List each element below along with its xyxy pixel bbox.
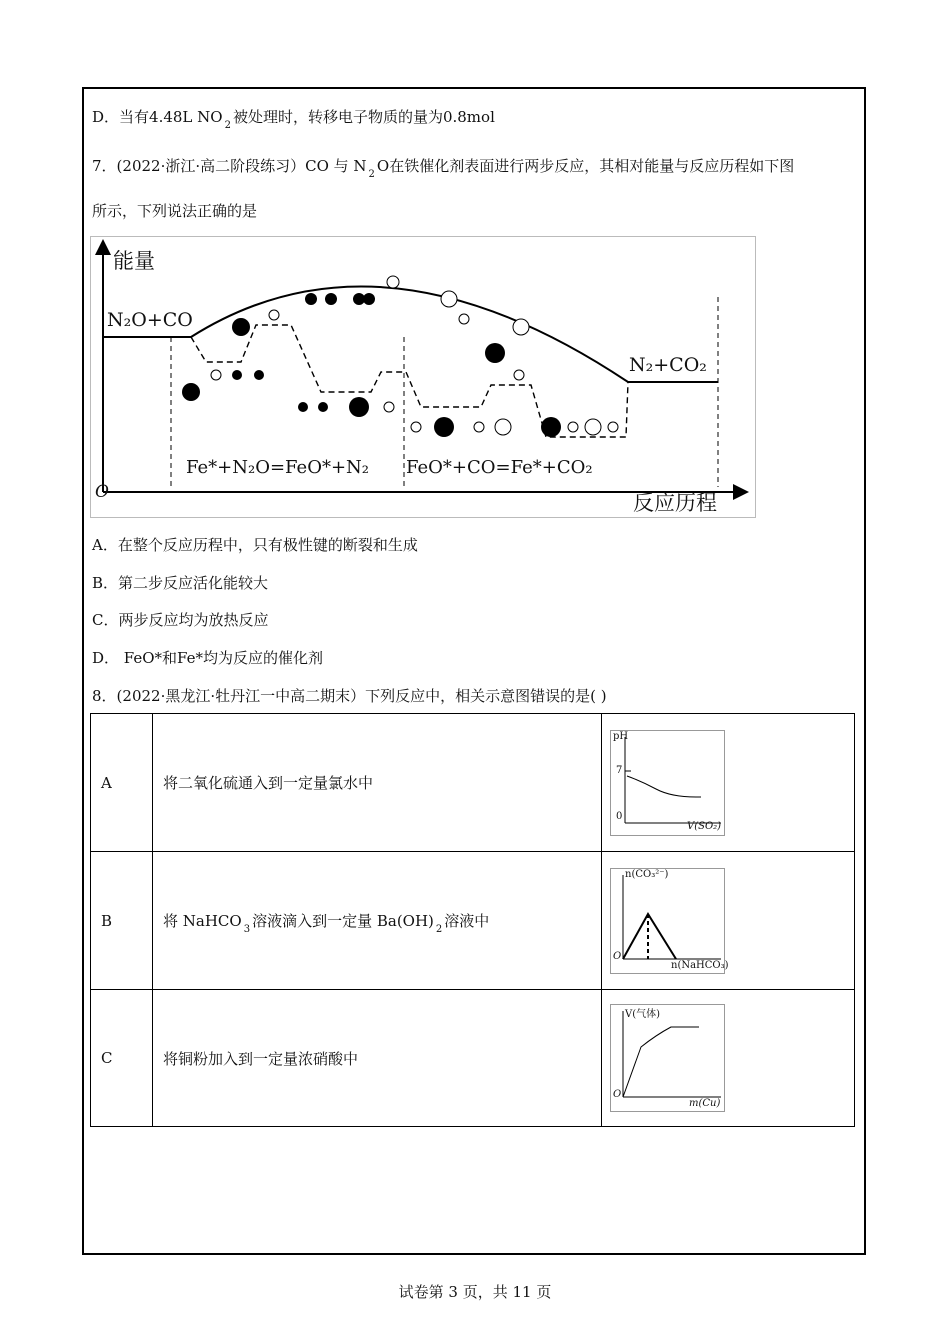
energy-x-label: 反应历程 (633, 491, 717, 515)
table-row (91, 990, 855, 1127)
row-text: 将铜粉加入到一定量浓硝酸中 (153, 990, 602, 1127)
origin-label: O (95, 482, 109, 502)
options-table (90, 713, 855, 1127)
graph-c-cell (602, 990, 855, 1127)
step2-label: FeO*+CO=Fe*+CO₂ (406, 457, 593, 478)
graph-c: V(气体) O m(Cu) (610, 1004, 725, 1112)
graph-b-cell (602, 852, 855, 990)
row-label: A (91, 714, 153, 852)
energy-diagram (90, 236, 756, 518)
row-label: B (91, 852, 153, 990)
option-d-prev: D．当有4.48L NO $_2$ 被处理时，转移电子物质的量为0.8mol (92, 108, 495, 131)
start-label: N₂O+CO (107, 309, 193, 331)
row-text: 将 NaHCO $_3$ 溶液滴入到一定量 Ba(OH) $_2$ 溶液中 (153, 852, 602, 990)
page-footer: 试卷第 3 页，共 11 页 (398, 1283, 552, 1301)
question-7-line2: 所示，下列说法正确的是 (92, 202, 258, 220)
option-c: C．两步反应均为放热反应 (92, 611, 269, 629)
row-text: 将二氧化硫通入到一定量氯水中 (153, 714, 602, 852)
end-label: N₂+CO₂ (629, 354, 707, 376)
graph-a: pH 7 0 V(SO₂) (610, 730, 725, 836)
question-8: 8．(2022·黑龙江·牡丹江一中高二期末）下列反应中，相关示意图错误的是( ) (92, 687, 607, 705)
energy-y-label: 能量 (113, 249, 155, 273)
table-row (91, 852, 855, 990)
graph-b: n(CO₃²⁻) O n(NaHCO₃) (610, 868, 725, 974)
graph-a-cell (602, 714, 855, 852)
question-7: 7．(2022·浙江·高二阶段练习）CO 与 N $_2$ O在铁催化剂表面进行两步反应，其相对能量与反应历程如下图 (92, 157, 795, 180)
option-d: D． FeO*和Fe*均为反应的催化剂 (92, 649, 324, 667)
table-row (91, 714, 855, 852)
row-label: C (91, 990, 153, 1127)
step1-label: Fe*+N₂O=FeO*+N₂ (186, 457, 370, 478)
option-b: B．第二步反应活化能较大 (92, 574, 269, 592)
option-a: A．在整个反应历程中，只有极性键的断裂和生成 (92, 536, 418, 554)
